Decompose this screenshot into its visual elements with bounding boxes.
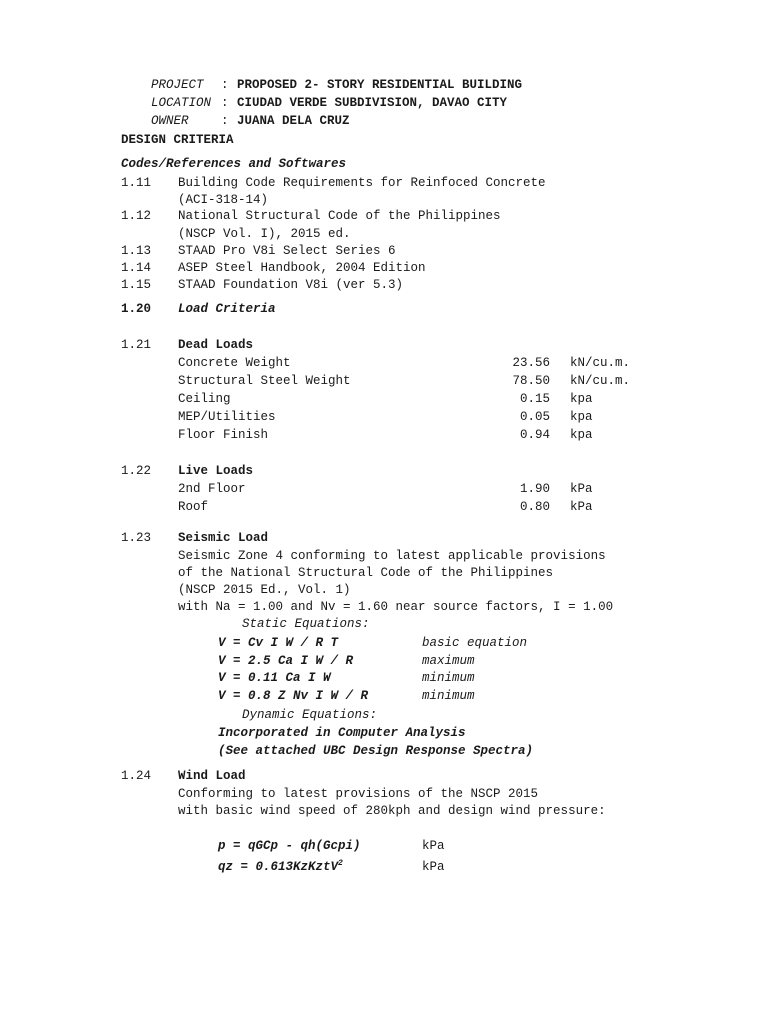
seismic-text: (NSCP 2015 Ed., Vol. 1) [178, 583, 351, 597]
code-num: 1.11 [121, 176, 152, 190]
code-num: 1.12 [121, 209, 152, 223]
code-text: (NSCP Vol. I), 2015 ed. [178, 227, 351, 241]
seismic-text: of the National Structural Code of the Philippines [178, 566, 554, 580]
equation-description: maximum [422, 654, 475, 668]
load-label: Structural Steel Weight [178, 374, 351, 388]
dynamic-note: Incorporated in Computer Analysis [218, 726, 466, 740]
load-unit: kPa [570, 500, 593, 514]
load-value: 0.94 [519, 428, 550, 442]
load-label: Ceiling [178, 392, 231, 406]
static-equations-title: Static Equations: [242, 617, 370, 631]
load-value: 0.05 [519, 410, 550, 424]
code-num: 1.15 [121, 278, 152, 292]
seismic-equation: V = 0.8 Z Nv I W / R [218, 689, 369, 703]
project-value: PROPOSED 2- STORY RESIDENTIAL BUILDING [237, 78, 523, 92]
dynamic-note: (See attached UBC Design Response Spectra) [218, 744, 534, 758]
load-unit: kpa [570, 410, 593, 424]
owner-value: JUANA DELA CRUZ [237, 114, 350, 128]
project-row [106, 58, 523, 92]
dead-loads-title: Dead Loads [178, 338, 254, 352]
code-text: STAAD Pro V8i Select Series 6 [178, 244, 396, 258]
seismic-text: Seismic Zone 4 conforming to latest applicable provisions [178, 549, 606, 563]
code-text: ASEP Steel Handbook, 2004 Edition [178, 261, 426, 275]
code-text: (ACI-318-14) [178, 193, 269, 207]
wind-equation-unit: kPa [422, 839, 445, 853]
load-label: Concrete Weight [178, 356, 291, 370]
wind-title: Wind Load [178, 769, 246, 783]
code-text: STAAD Foundation V8i (ver 5.3) [178, 278, 404, 292]
load-unit: kpa [570, 428, 593, 442]
load-label: Roof [178, 500, 209, 514]
live-loads-num: 1.22 [121, 464, 152, 478]
load-criteria-num: 1.20 [121, 302, 152, 316]
code-text: National Structural Code of the Philippines [178, 209, 501, 223]
location-label: LOCATION [151, 96, 212, 110]
wind-num: 1.24 [121, 769, 152, 783]
load-label: 2nd Floor [178, 482, 246, 496]
load-label: MEP/Utilities [178, 410, 276, 424]
separator: : [221, 96, 229, 110]
code-num: 1.14 [121, 261, 152, 275]
wind-text: Conforming to latest provisions of the NSCP 2015 [178, 787, 539, 801]
load-value: 0.15 [519, 392, 550, 406]
load-unit: kN/cu.m. [570, 356, 631, 370]
load-unit: kN/cu.m. [570, 374, 631, 388]
wind-equation-exponent: 2 [338, 858, 343, 868]
load-value: 0.80 [519, 500, 550, 514]
code-num: 1.13 [121, 244, 152, 258]
wind-equation-base: qz = 0.613KzKztV [218, 860, 339, 874]
equation-description: minimum [422, 671, 475, 685]
load-unit: kpa [570, 392, 593, 406]
owner-label: OWNER [151, 114, 189, 128]
seismic-num: 1.23 [121, 531, 152, 545]
seismic-equation: V = 0.11 Ca I W [218, 671, 331, 685]
load-value: 23.56 [512, 356, 550, 370]
wind-equation: p = qGCp - qh(Gcpi) [218, 839, 361, 853]
dynamic-equations-title: Dynamic Equations: [242, 708, 378, 722]
project-header [106, 58, 523, 128]
project-label: PROJECT [151, 78, 204, 92]
codes-title: Codes/References and Softwares [121, 157, 347, 171]
dead-loads-num: 1.21 [121, 338, 152, 352]
separator: : [221, 114, 229, 128]
wind-equation [218, 858, 343, 876]
live-loads-title: Live Loads [178, 464, 254, 478]
design-criteria-title: DESIGN CRITERIA [121, 133, 234, 147]
wind-equation-unit: kPa [422, 860, 445, 874]
load-unit: kPa [570, 482, 593, 496]
seismic-equation: V = 2.5 Ca I W / R [218, 654, 354, 668]
equation-description: minimum [422, 689, 475, 703]
wind-text: with basic wind speed of 280kph and design wind pressure: [178, 804, 606, 818]
seismic-text: with Na = 1.00 and Nv = 1.60 near source factors, I = 1.00 [178, 600, 614, 614]
load-label: Floor Finish [178, 428, 269, 442]
code-text: Building Code Requirements for Reinfoced Concrete [178, 176, 546, 190]
load-value: 78.50 [512, 374, 550, 388]
equation-description: basic equation [422, 636, 528, 650]
seismic-title: Seismic Load [178, 531, 269, 545]
load-value: 1.90 [519, 482, 550, 496]
separator: : [221, 78, 229, 92]
load-criteria-title: Load Criteria [178, 302, 276, 316]
location-value: CIUDAD VERDE SUBDIVISION, DAVAO CITY [237, 96, 508, 110]
seismic-equation: V = Cv I W / R T [218, 636, 339, 650]
